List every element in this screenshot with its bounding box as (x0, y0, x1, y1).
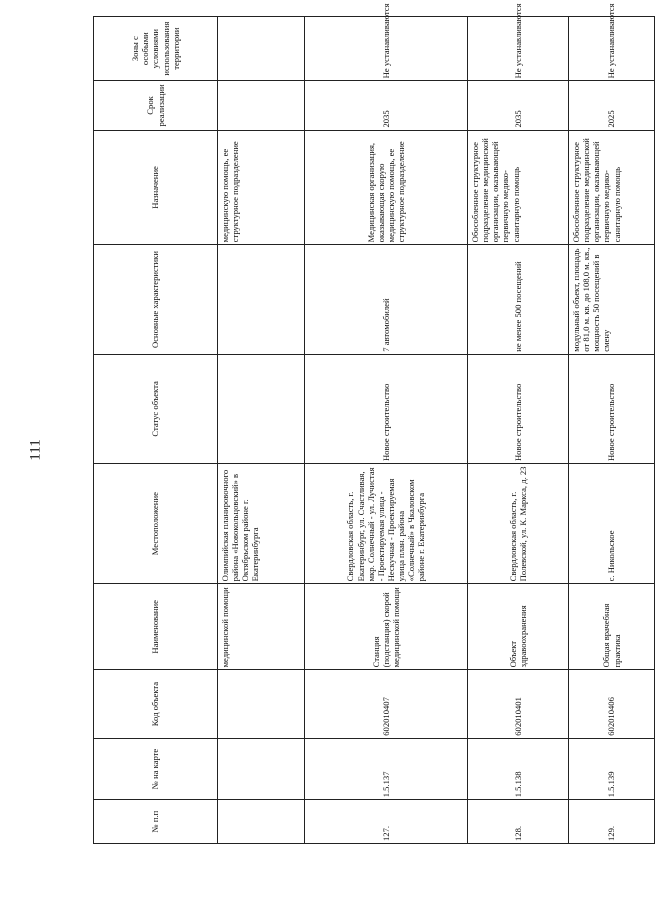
cell-purpose-text: Обособленное структурное подразделение медицинской организации, оказывающей первичную медико-санитарную помощь (571, 138, 622, 243)
header-location: Местоположение (94, 464, 218, 584)
cell-location: Олимпийская планировочного района «Новокольцовский» в Октябрьском районе г. Екатеринбурга (218, 464, 305, 584)
cell-characteristics (569, 245, 655, 354)
cell-zones: Не устанавливаются (468, 17, 569, 81)
header-purpose: Назначение (94, 130, 218, 245)
cell-purpose (468, 130, 569, 245)
cell-name: Общая врачебная практика (569, 584, 655, 670)
table-frame (93, 3, 622, 844)
cell-purpose (569, 130, 655, 245)
cell-num (218, 800, 305, 844)
cell-name: Объект здравоохранения (468, 584, 569, 670)
header-row (94, 17, 218, 844)
table-row (218, 17, 305, 844)
cell-code (218, 670, 305, 738)
cell-purpose-text: Обособленное структурное подразделение медицинской организации, оказывающей первичную медико-санитарную помощь (470, 138, 521, 243)
cell-code: 602010406 (569, 670, 655, 738)
cell-status: Новое строительство (569, 354, 655, 463)
cell-characteristics: 7 автомобилей (305, 245, 468, 354)
cell-num: 127. (305, 800, 468, 844)
cell-characteristics: не менее 500 посещений (468, 245, 569, 354)
cell-name: Станция (подстанция) скорой медицинской помощи (305, 584, 468, 670)
cell-purpose: медицинскую помощь, ее структурное подразделение (218, 130, 305, 245)
header-zones: Зоны с особыми условиями использования территории (94, 17, 218, 81)
cell-map-num: 1.5.137 (305, 738, 468, 800)
header-map-num: № на карте (94, 738, 218, 800)
cell-location: с. Никольское (569, 464, 655, 584)
table-rotated (93, 3, 622, 844)
cell-zones: Не устанавливаются (569, 17, 655, 81)
cell-status (218, 354, 305, 463)
cell-map-num (218, 738, 305, 800)
header-name: Наименование (94, 584, 218, 670)
cell-code: 602010407 (305, 670, 468, 738)
table-row (305, 17, 468, 844)
table-row (569, 17, 655, 844)
header-code: Код объекта (94, 670, 218, 738)
cell-term: 2035 (468, 81, 569, 130)
cell-num: 129. (569, 800, 655, 844)
cell-term: 2035 (305, 81, 468, 130)
table-row (468, 17, 569, 844)
objects-table (93, 3, 655, 844)
header-characteristics: Основные характеристики (94, 245, 218, 354)
cell-location: Свердловская область, г. Екатеринбург, ул. Счастливая, мкр. Солнечный - ул. Лучистая - Проектируемая улица - Нескучная - Проектируемая улица план. района «Солнечный» в Чкаловском районе г. Екатеринбурга (305, 464, 468, 584)
cell-characteristics-text: модульный объект, площадь от 81,0 м. кв. до 108,0 м. кв., мощность 50 посещений в смену (571, 247, 612, 352)
cell-zones (218, 17, 305, 81)
cell-term (218, 81, 305, 130)
cell-name: медицинской помощи (218, 584, 305, 670)
header-term: Срок реализации (94, 81, 218, 130)
page-number: 111 (27, 439, 44, 461)
cell-status: Новое строительство (305, 354, 468, 463)
cell-term: 2025 (569, 81, 655, 130)
cell-num: 128. (468, 800, 569, 844)
cell-zones: Не устанавливаются (305, 17, 468, 81)
cell-map-num: 1.5.138 (468, 738, 569, 800)
cell-code: 602010401 (468, 670, 569, 738)
cell-status: Новое строительство (468, 354, 569, 463)
cell-map-num: 1.5.139 (569, 738, 655, 800)
header-num: № п.п (94, 800, 218, 844)
header-status: Статус объекта (94, 354, 218, 463)
cell-characteristics (218, 245, 305, 354)
cell-purpose: Медицинская организация, оказывающая скорую медицинскую помощь, ее структурное подразделение (305, 130, 468, 245)
cell-location: Свердловская область, г. Полевской, ул. К. Маркса, д. 23 (468, 464, 569, 584)
